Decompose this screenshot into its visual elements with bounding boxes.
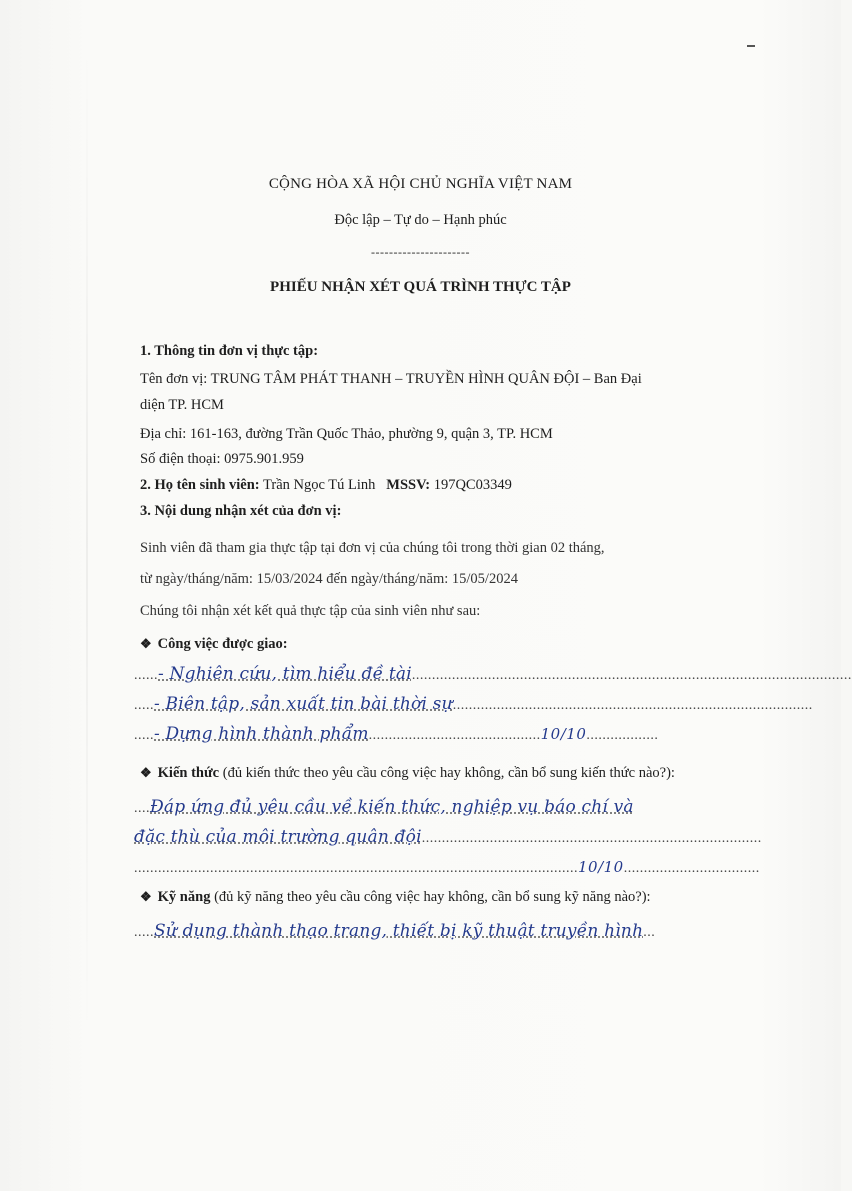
section1-heading: 1. Thông tin đơn vị thực tập:	[140, 343, 319, 359]
skills-heading: ❖ Kỹ năng (đủ kỹ năng theo yêu cầu công việc hay không, cần bổ sung kỹ năng nào?):	[140, 889, 651, 905]
knowledge-score: 10/10	[578, 858, 624, 876]
header-divider: ----------------------	[371, 245, 470, 259]
unit-name-line1: Tên đơn vị: TRUNG TÂM PHÁT THANH – TRUYỀN HÌNH QUÂN ĐỘI – Ban Đại	[140, 371, 642, 387]
knowledge-answer-line: đặc thù của môi trường quân đội.....................................................................................	[134, 827, 762, 847]
unit-address: Địa chỉ: 161-163, đường Trần Quốc Thảo, phường 9, quận 3, TP. HCM	[140, 426, 553, 442]
mssv-value: 197QC03349	[433, 477, 512, 493]
section3-heading: 3. Nội dung nhận xét của đơn vị:	[140, 503, 342, 519]
unit-name-line2: diện TP. HCM	[140, 397, 224, 413]
scan-mark	[747, 45, 755, 47]
country-title: CỘNG HÒA XÃ HỘI CHỦ NGHĨA VIỆT NAM	[268, 176, 573, 192]
diamond-bullet-icon: ❖	[140, 765, 152, 780]
unit-phone: Số điện thoại: 0975.901.959	[140, 451, 304, 467]
diamond-bullet-icon: ❖	[140, 636, 152, 651]
task-entry: ......- Nghiên cứu, tìm hiểu đề tài..............................................................................................................	[134, 664, 852, 684]
student-info-line	[140, 477, 512, 494]
task-entry: .....- Biên tập, sản xuất tin bài thời sự..........................................................................................	[134, 694, 813, 714]
student-name-label: 2. Họ tên sinh viên:	[140, 477, 260, 493]
evaluation-intro: Chúng tôi nhận xét kết quả thực tập của sinh viên như sau:	[140, 603, 481, 619]
student-name: Trần Ngọc Tú Linh	[263, 477, 376, 493]
knowledge-score-line: ...............................................................................................................10/10..................................	[134, 858, 760, 876]
task-entry: .....- Dựng hình thành phẩm...........................................10/10..................	[134, 724, 659, 744]
mssv-label: MSSV:	[386, 477, 431, 493]
skills-answer-line: .....Sử dụng thành thạo trang, thiết bị kỹ thuật truyền hình...	[134, 921, 656, 941]
national-motto: Độc lập – Tự do – Hạnh phúc	[334, 212, 507, 228]
internship-dates: từ ngày/tháng/năm: 15/03/2024 đến ngày/tháng/năm: 15/05/2024	[140, 571, 518, 587]
diamond-bullet-icon: ❖	[140, 889, 152, 904]
knowledge-answer-line: ....Đáp ứng đủ yêu cầu về kiến thức, nghiệp vụ báo chí và	[134, 797, 634, 817]
tasks-score: 10/10	[540, 725, 587, 743]
tasks-heading: ❖ Công việc được giao:	[140, 636, 288, 652]
knowledge-heading: ❖ Kiến thức (đủ kiến thức theo yêu cầu công việc hay không, cần bổ sung kiến thức nào?):	[140, 765, 675, 781]
form-title: PHIẾU NHẬN XÉT QUÁ TRÌNH THỰC TẬP	[270, 279, 571, 295]
internship-duration: Sinh viên đã tham gia thực tập tại đơn vị của chúng tôi trong thời gian 02 tháng,	[140, 540, 605, 556]
